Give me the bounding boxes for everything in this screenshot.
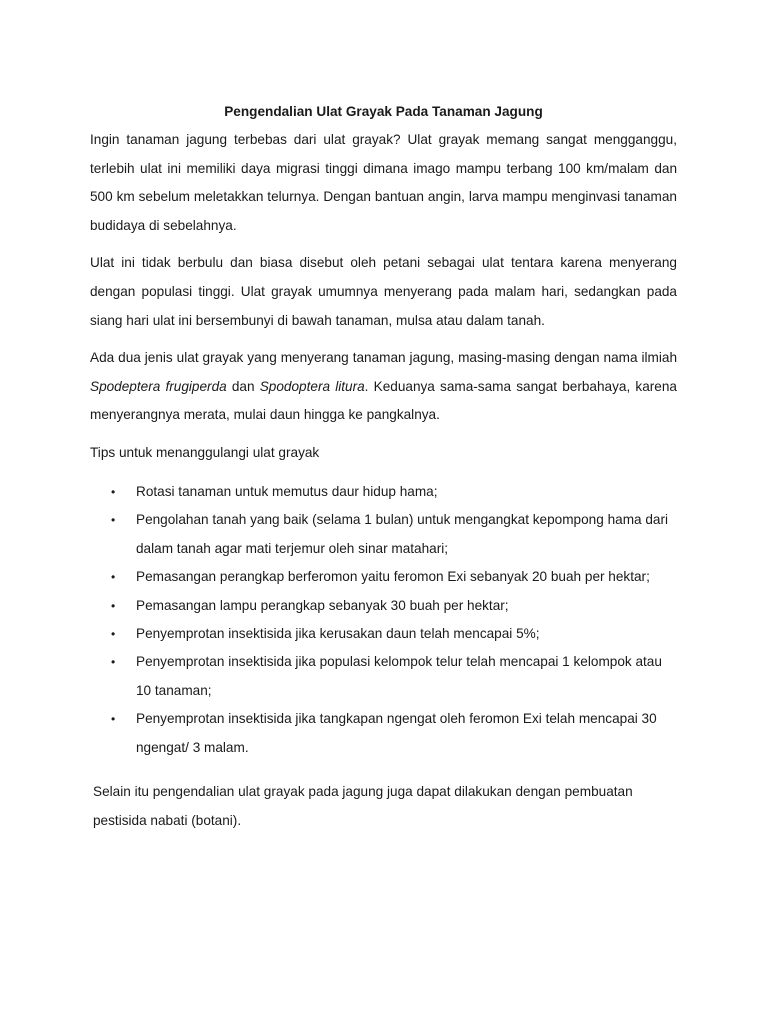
bullet-icon: • xyxy=(111,655,116,670)
list-item-text: Rotasi tanaman untuk memutus daur hidup hama; xyxy=(136,483,438,499)
list-item xyxy=(90,648,677,705)
list-item-text: Pemasangan perangkap berferomon yaitu feromon Exi sebanyak 20 buah per hektar; xyxy=(136,569,650,585)
list-item-text: Penyemprotan insektisida jika populasi kelompok telur telah mencapai 1 kelompok atau 10 tanaman; xyxy=(136,654,662,698)
list-item-text: Penyemprotan insektisida jika kerusakan daun telah mencapai 5%; xyxy=(136,625,540,641)
species-rest-text: . Keduanya sama-sama sangat berbahaya, karena menyerangnya merata, mulai daun hingga ke pangkalnya. xyxy=(90,378,677,423)
list-item-text: Pengolahan tanah yang baik (selama 1 bulan) untuk mengangkat kepompong hama dari dalam tanah agar mati terjemur oleh sinar matahari; xyxy=(136,512,669,556)
bullet-icon: • xyxy=(111,598,116,613)
bullet-icon: • xyxy=(111,712,116,727)
paragraph-intro: Ingin tanaman jagung terbebas dari ulat grayak? Ulat grayak memang sangat mengganggu, terlebih ulat ini memiliki daya migrasi tinggi dimana imago mampu terbang 100 km/malam dan 500 km sebelum meletakkan telurnya. Dengan bantuan angin, larva mampu menginvasi tanaman budidaya di sebelahnya. xyxy=(90,132,677,233)
paragraph-closing: Selain itu pengendalian ulat grayak pada jagung juga dapat dilakukan dengan pembuatan pestisida nabati (botani). xyxy=(93,784,633,828)
list-item-text: Penyemprotan insektisida jika tangkapan ngengat oleh feromon Exi telah mencapai 30 ngengat/ 3 malam. xyxy=(136,711,657,755)
bullet-icon: • xyxy=(111,570,116,585)
paragraph-species xyxy=(90,344,677,430)
list-item xyxy=(90,620,677,648)
document-title: Pengendalian Ulat Grayak Pada Tanaman Jagung xyxy=(224,104,543,119)
list-item xyxy=(90,506,677,563)
list-item xyxy=(90,592,677,620)
species-connector-text: dan xyxy=(226,378,260,394)
species-intro-text: Ada dua jenis ulat grayak yang menyerang tanaman jagung, masing-masing dengan nama ilmiah xyxy=(90,350,677,366)
species-name-1: Spodeptera frugiperda xyxy=(90,378,227,394)
list-item xyxy=(90,478,677,506)
paragraph-behavior: Ulat ini tidak berbulu dan biasa disebut oleh petani sebagai ulat tentara karena menyerang dengan populasi tinggi. Ulat grayak umumnya menyerang pada malam hari, sedangkan pada siang hari ulat ini bersembunyi di bawah tanaman, mulsa atau dalam tanah. xyxy=(90,255,677,328)
tips-list xyxy=(90,478,677,762)
bullet-icon: • xyxy=(111,626,116,641)
tips-heading: Tips untuk menanggulangi ulat grayak xyxy=(90,444,320,460)
list-item-text: Pemasangan lampu perangkap sebanyak 30 buah per hektar; xyxy=(136,597,509,613)
list-item xyxy=(90,705,677,762)
species-name-2: Spodoptera litura xyxy=(259,378,365,394)
bullet-icon: • xyxy=(111,484,116,499)
bullet-icon: • xyxy=(111,513,116,528)
document-body xyxy=(90,100,677,835)
list-item xyxy=(90,563,677,591)
